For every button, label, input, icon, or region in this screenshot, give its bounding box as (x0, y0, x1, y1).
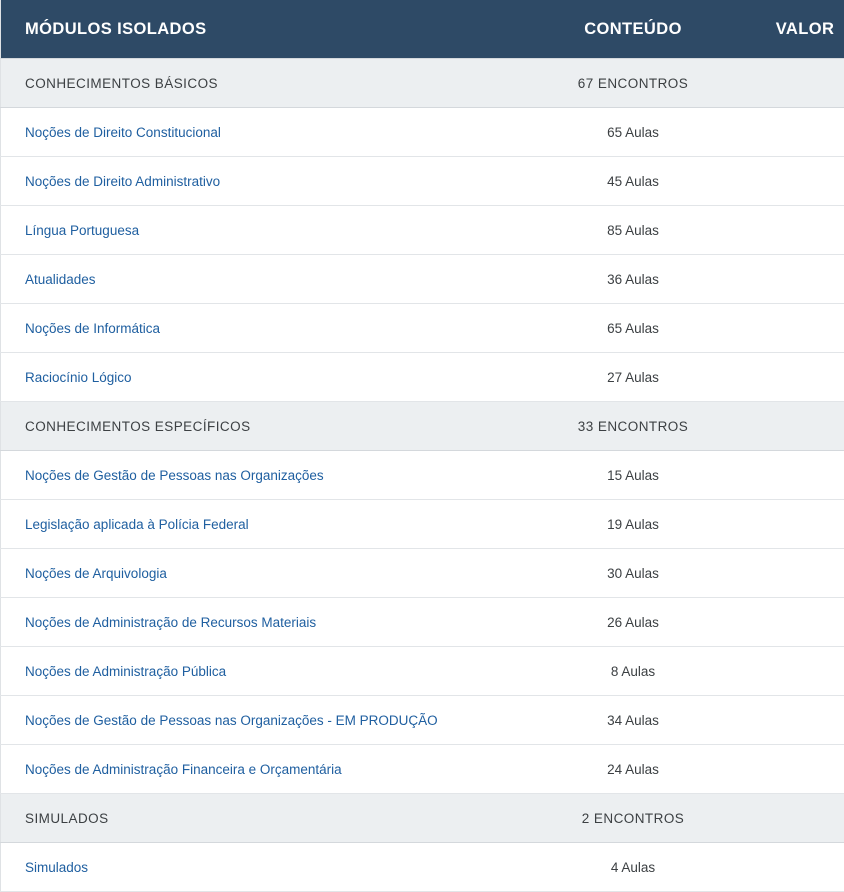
module-title-cell (1, 451, 526, 500)
table-row (1, 157, 844, 206)
module-value-cell (741, 157, 844, 206)
table-header-row (1, 0, 844, 59)
column-header-content: CONTEÚDO (525, 0, 741, 59)
table-row (1, 255, 844, 304)
module-title-cell (1, 255, 526, 304)
module-content-cell: 27 Aulas (525, 353, 741, 402)
table-row (1, 549, 844, 598)
module-title-cell (1, 157, 526, 206)
module-content-cell: 8 Aulas (525, 647, 741, 696)
module-link[interactable]: Legislação aplicada à Polícia Federal (25, 517, 249, 532)
table-row (1, 843, 844, 892)
module-link[interactable]: Noções de Administração Pública (25, 664, 226, 679)
table-row (1, 206, 844, 255)
table-group-row (1, 402, 844, 451)
module-value-cell (741, 745, 844, 794)
module-content-cell: 34 Aulas (525, 696, 741, 745)
table-row (1, 451, 844, 500)
table-row (1, 696, 844, 745)
module-content-cell: 30 Aulas (525, 549, 741, 598)
module-value-cell (741, 353, 844, 402)
group-content-cell: 2 ENCONTROS (525, 794, 741, 843)
module-content-cell: 24 Aulas (525, 745, 741, 794)
module-content-cell: 26 Aulas (525, 598, 741, 647)
column-header-title: MÓDULOS ISOLADOS (1, 0, 526, 59)
module-link[interactable]: Simulados (25, 860, 88, 875)
module-title-cell (1, 304, 526, 353)
table-body (1, 59, 844, 892)
module-content-cell: 65 Aulas (525, 304, 741, 353)
module-value-cell (741, 696, 844, 745)
module-title-cell (1, 108, 526, 157)
table-row (1, 500, 844, 549)
module-value-cell (741, 549, 844, 598)
module-content-cell: 85 Aulas (525, 206, 741, 255)
module-link[interactable]: Noções de Direito Administrativo (25, 174, 220, 189)
module-title-cell (1, 549, 526, 598)
module-content-cell: 15 Aulas (525, 451, 741, 500)
module-title-cell (1, 500, 526, 549)
module-title-cell (1, 647, 526, 696)
module-title-cell (1, 843, 526, 892)
module-link[interactable]: Noções de Gestão de Pessoas nas Organizações - EM PRODUÇÃO (25, 713, 438, 728)
module-title-cell (1, 353, 526, 402)
module-value-cell (741, 843, 844, 892)
module-link[interactable]: Noções de Administração de Recursos Materiais (25, 615, 316, 630)
module-value-cell (741, 255, 844, 304)
module-link[interactable]: Noções de Informática (25, 321, 160, 336)
module-link[interactable]: Noções de Direito Constitucional (25, 125, 221, 140)
group-title-cell: CONHECIMENTOS ESPECÍFICOS (1, 402, 526, 451)
table-row (1, 745, 844, 794)
module-value-cell (741, 647, 844, 696)
module-link[interactable]: Noções de Arquivologia (25, 566, 167, 581)
module-title-cell (1, 598, 526, 647)
module-value-cell (741, 500, 844, 549)
group-value-cell (741, 402, 844, 451)
table-row (1, 108, 844, 157)
group-value-cell (741, 59, 844, 108)
module-content-cell: 65 Aulas (525, 108, 741, 157)
module-link[interactable]: Noções de Gestão de Pessoas nas Organizações (25, 468, 324, 483)
module-title-cell (1, 745, 526, 794)
module-value-cell (741, 206, 844, 255)
module-link[interactable]: Noções de Administração Financeira e Orçamentária (25, 762, 342, 777)
module-value-cell (741, 304, 844, 353)
module-link[interactable]: Raciocínio Lógico (25, 370, 132, 385)
module-link[interactable]: Atualidades (25, 272, 96, 287)
table-row (1, 598, 844, 647)
table-row (1, 647, 844, 696)
table-header (1, 0, 844, 59)
group-content-cell: 67 ENCONTROS (525, 59, 741, 108)
module-content-cell: 45 Aulas (525, 157, 741, 206)
module-content-cell: 19 Aulas (525, 500, 741, 549)
module-title-cell (1, 206, 526, 255)
table-row (1, 304, 844, 353)
module-value-cell (741, 451, 844, 500)
module-value-cell (741, 108, 844, 157)
table-group-row (1, 794, 844, 843)
column-header-value: VALOR (741, 0, 844, 59)
module-content-cell: 36 Aulas (525, 255, 741, 304)
group-content-cell: 33 ENCONTROS (525, 402, 741, 451)
table-row (1, 353, 844, 402)
module-content-cell: 4 Aulas (525, 843, 741, 892)
group-title-cell: CONHECIMENTOS BÁSICOS (1, 59, 526, 108)
module-link[interactable]: Língua Portuguesa (25, 223, 139, 238)
group-title-cell: SIMULADOS (1, 794, 526, 843)
module-value-cell (741, 598, 844, 647)
table-group-row (1, 59, 844, 108)
group-value-cell (741, 794, 844, 843)
module-title-cell (1, 696, 526, 745)
